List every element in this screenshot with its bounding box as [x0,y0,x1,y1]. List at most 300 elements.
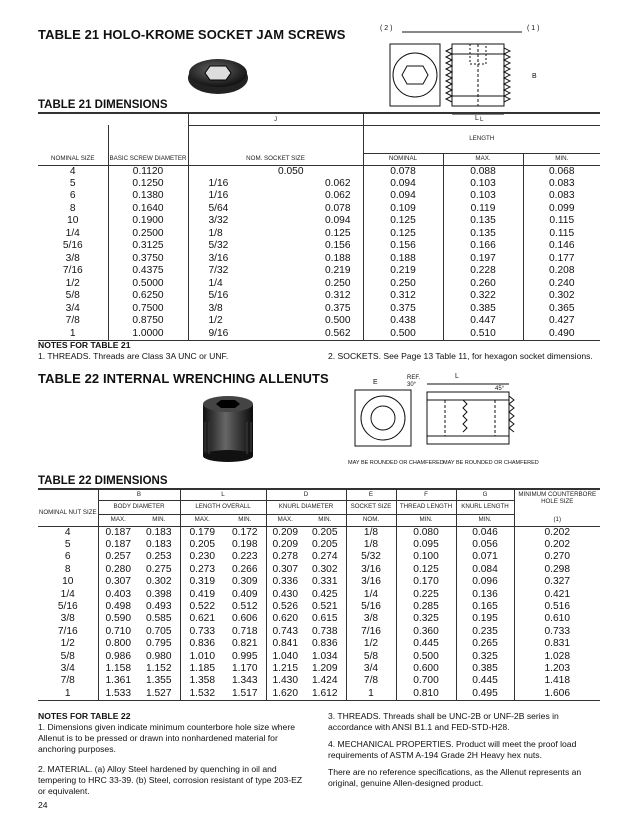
col-knurl-diameter: KNURL DIAMETER [266,500,346,514]
table21-cell: 0.447 [443,315,523,328]
table22-cell: 0.223 [232,551,258,563]
svg-text:E: E [373,379,378,386]
table22-cell: 0.615 [312,613,338,625]
table21-cell: 0.062 [325,177,351,189]
table21-cell: 0.188 [363,253,443,266]
table22-cell: 1.532 [180,688,224,701]
table22-cell: 0.836 [180,638,224,650]
table22-cell: 1.158 [98,663,138,675]
table22-cell: 0.385 [456,663,514,675]
table21-cell: 5/16 [188,290,278,303]
table21-cell: 0.1380 [108,190,188,203]
table21-cell: 0.135 [443,228,523,241]
table21-note-1: 1. THREADS. Threads are Class 3A UNC or UNF. [38,351,229,361]
table22-cell: 0.512 [232,600,258,612]
table22-notes-title: NOTES FOR TABLE 22 [38,711,131,721]
table22-cell: 0.421 [514,589,600,601]
table22-cell: 0.235 [456,626,514,638]
table21-cell: 0.240 [523,278,600,291]
table21-row [38,278,600,291]
table22-cell: 0.080 [396,526,456,539]
table21-cell: 0.156 [325,240,351,252]
table22-cell: 0.253 [146,551,172,563]
table22-cell: 0.836 [312,638,338,650]
table22-cell: 8 [64,563,71,575]
table21-row [38,178,600,191]
table22-cell: 0.610 [514,613,600,625]
svg-text:REF.: REF. [407,375,421,381]
table22-cell: 1.040 [266,651,304,663]
table22-cell: 0.198 [232,538,258,550]
table21-cell: 0.068 [523,165,600,178]
table22-cell: 0.056 [456,539,514,551]
table21-row [38,215,600,228]
table21-cell: 0.083 [523,178,600,191]
table22-cell: 0.187 [98,539,138,551]
table22-cell: 0.590 [98,613,138,625]
table22-note-5: There are no reference specifications, as the Allenut represents an original, genuine Allen-designed product. [328,767,582,788]
col-b-min: MIN. [152,516,166,524]
table22-cell: 0.309 [232,576,258,588]
table22-cell: 0.331 [312,576,338,588]
table22-cell: 1/4 [346,589,396,601]
table22-cell: 1/2 [60,638,75,650]
table21-row [38,203,600,216]
table22-cell: 5/16 [57,600,78,612]
table22-cell: 0.621 [180,613,224,625]
jam-screw-drawing [372,20,547,120]
table21-row [38,290,600,303]
table21-cell: 5/32 [188,240,278,253]
table22-cell: 7/8 [60,675,75,687]
svg-text:MAY BE ROUNDED OR CHAMFERED: MAY BE ROUNDED OR CHAMFERED [348,460,444,466]
table21-cell: 0.385 [443,303,523,316]
table22-row [38,576,600,588]
table22-cell: 0.336 [266,576,304,588]
svg-text:30°: 30° [407,382,417,388]
table22-cell: 3/4 [346,663,396,675]
table22-row [38,551,600,563]
table21-cell: 0.219 [325,265,351,277]
table22-row [38,613,600,625]
col-l-max: MAX. [443,153,523,165]
table21-cell: 0.1900 [108,215,188,228]
table21-cell: 0.2500 [108,228,188,241]
table22-cell: 0.409 [232,588,258,600]
table21-cell: 0.365 [523,303,600,316]
table22-cell: 5/8 [60,650,75,662]
table22-cell: 0.257 [98,551,138,563]
table21-cell: 0.500 [363,328,443,341]
table22-row [38,688,600,701]
table22-cell: 1.215 [266,663,304,675]
col-l-nominal: NOMINAL [363,153,443,165]
table22-cell: 1 [346,688,396,701]
table21-cell: 0.125 [363,228,443,241]
table21-cell: 7/8 [65,315,80,327]
table22-cell: 0.230 [180,551,224,563]
table22-cell: 0.522 [180,601,224,613]
table21-cell: 0.125 [363,215,443,228]
table22-cell: 0.172 [224,526,266,539]
table21-cell: 0.312 [363,290,443,303]
table22-cell: 0.280 [98,564,138,576]
table22-cell: 1.533 [98,688,138,701]
table22-cell: 1.430 [266,675,304,687]
table22-cell: 0.585 [146,613,172,625]
table21-row [38,328,600,341]
svg-text:L: L [455,373,459,380]
table22-cell: 0.183 [146,538,172,550]
table22-dims-title: TABLE 22 DIMENSIONS [38,475,168,487]
table22-cell: 0.319 [180,576,224,588]
table21-cell: 1/2 [188,315,278,328]
table22-cell: 1/4 [60,588,75,600]
table21-cell: 3/16 [188,253,278,266]
table21-row [38,303,600,316]
table22-cell: 0.136 [456,589,514,601]
table21-cell: 3/8 [188,303,278,316]
svg-text:L: L [475,115,479,122]
table22-cell: 1.010 [180,651,224,663]
table22-cell: 1.424 [312,675,338,687]
allenut-photo [197,392,259,462]
table21-row [38,315,600,328]
table21-cell: 0.5000 [108,278,188,291]
table21-cell: 1 [38,328,108,341]
table21-cell: 0.375 [363,303,443,316]
table21-cell: 3/4 [65,302,80,314]
table21-cell: 0.094 [363,190,443,203]
svg-text:( 1 ): ( 1 ) [527,25,540,32]
table22-cell: 0.195 [456,613,514,625]
table22-cell: 0.302 [312,563,338,575]
table21-cell: 0.562 [278,328,363,341]
table22-note-4: 4. MECHANICAL PROPERTIES. Product will meet the proof load requirements of ASTM A-194 Grade 2H Heavy hex nuts. [328,739,577,760]
table21-cell: 0.103 [443,178,523,191]
table22-cell: 7/8 [346,675,396,687]
table21-cell: 0.078 [363,165,443,178]
table21-cell: 0.302 [523,290,600,303]
table22-note-2: 2. MATERIAL. (a) Alloy Steel hardened by quenching in oil and tempering to HRC 33-39. (b) Steel, corrosion resistant of type 203-EZ or equivalent. [38,764,303,796]
col-b: B [98,489,180,500]
col-g: G [456,489,514,500]
table22-cell: 0.606 [232,613,258,625]
table22-cell: 0.095 [396,539,456,551]
table22-cell: 1/2 [346,638,396,650]
table22-cell: 0.205 [304,526,346,539]
table22-cell: 3/16 [346,576,396,588]
col-e: E [346,489,396,500]
table21-cell: 0.8750 [108,315,188,328]
table21 [38,112,600,341]
table21-cell: 0.1640 [108,203,188,216]
table22-row [38,601,600,613]
table21-cell: 0.062 [325,190,351,202]
table21-cell: 3/8 [65,252,80,264]
table22-cell: 1.152 [146,662,172,674]
table22-cell: 0.733 [180,626,224,638]
table21-cell: 0.103 [443,190,523,203]
col-f: F [396,489,456,500]
table22-cell: 0.995 [232,650,258,662]
table22-cell: 0.495 [456,688,514,701]
table22-cell: 0.275 [146,563,172,575]
table21-cell: 0.115 [523,215,600,228]
col-length-overall: LENGTH OVERALL [180,500,266,514]
table22-cell: 0.209 [266,526,304,539]
table22-cell: 10 [62,576,74,588]
table21-dims-title: TABLE 21 DIMENSIONS [38,99,168,111]
table21-cell: 1/4 [65,227,80,239]
table22-cell: 1 [38,688,98,701]
table22-cell: 0.831 [514,638,600,650]
col-counterbore: MINIMUM COUNTERBORE HOLE SIZE [514,489,600,514]
table21-cell: 0.088 [443,165,523,178]
table21-cell: 5/8 [65,290,80,302]
table22-cell: 0.710 [98,626,138,638]
table21-cell: 1/8 [188,228,278,241]
table21-cell: 0.322 [443,290,523,303]
table22-cell: 0.202 [514,526,600,539]
table22-cell: 1.343 [232,675,258,687]
table22-cell: 0.100 [396,551,456,563]
table21-cell: 0.156 [363,240,443,253]
table22-cell: 0.360 [396,626,456,638]
table22-cell: 1/8 [346,526,396,539]
table22-cell: 1.028 [514,651,600,663]
table22-cell: 0.273 [180,564,224,576]
table22-cell: 0.738 [312,625,338,637]
table22-cell: 0.810 [396,688,456,701]
table22-cell: 0.125 [396,564,456,576]
table22-notes-left [38,711,308,797]
table22-cell: 0.170 [396,576,456,588]
table21-cell: 0.375 [325,302,351,314]
table22-row [38,651,600,663]
table21-cell: 0.109 [363,203,443,216]
table22-row [38,589,600,601]
table21-cell: 1/2 [65,277,80,289]
table22-cell: 1.170 [232,662,258,674]
table22-cell: 0.325 [456,651,514,663]
table21-cell: 6 [69,190,76,202]
table22-cell: 0.096 [456,576,514,588]
table21-row [38,165,600,178]
col-thread-length: THREAD LENGTH [396,500,456,514]
table21-cell: 0.4375 [108,265,188,278]
table22-cell: 1.361 [98,675,138,687]
table22-cell: 1.034 [312,650,338,662]
table22-cell: 0.071 [456,551,514,563]
table21-cell: 5/16 [62,240,83,252]
col-l-max: MAX. [180,514,224,526]
table22-cell: 0.445 [396,638,456,650]
table22-cell: 0.278 [266,551,304,563]
col-l: L [180,489,266,500]
table21-cell: 0.260 [443,278,523,291]
table22-cell: 0.445 [456,675,514,687]
table22-cell: 0.821 [232,638,258,650]
table22-row [38,675,600,687]
table22-cell: 0.205 [180,539,224,551]
table22-cell: 5/16 [346,601,396,613]
svg-text:MAY BE ROUNDED OR CHAMFERED: MAY BE ROUNDED OR CHAMFERED [443,460,539,466]
table22-cell: 0.302 [146,576,172,588]
table21-cell: 0.119 [443,203,523,216]
table22-cell: 1.209 [312,662,338,674]
table21-cell: 0.250 [325,277,351,289]
table21-cell: 0.050 [278,165,363,178]
table22-cell: 0.285 [396,601,456,613]
table21-notes-title: NOTES FOR TABLE 21 [38,340,131,350]
col-d-max: MAX. [266,514,304,526]
table22-cell: 0.187 [98,526,138,539]
table21-cell: 0.1250 [108,178,188,191]
table21-cell: 0.166 [443,240,523,253]
table21-cell: 0.228 [443,265,523,278]
col-knurl-length: KNURL LENGTH [456,500,514,514]
table22-cell: 0.046 [456,526,514,539]
table21-cell: 0.188 [325,252,351,264]
table22-cell: 3/8 [346,613,396,625]
table22-cell: 0.700 [396,675,456,687]
table22-cell: 0.419 [180,589,224,601]
table22-notes-right [328,711,600,789]
col-l: L [363,113,600,125]
table22-row [38,663,600,675]
table21-cell: 7/32 [188,265,278,278]
table21-cell: 0.125 [325,227,351,239]
col-nominal-size: NOMINAL SIZE [51,155,95,163]
table21-row [38,265,600,278]
table21-row [38,190,600,203]
table22-cell: 0.179 [180,526,224,539]
col-b-max: MAX. [98,514,138,526]
table22-cell: 0.325 [396,613,456,625]
col-socket-size: SOCKET SIZE [346,500,396,514]
table22-cell: 0.205 [312,538,338,550]
svg-text:( 2 ): ( 2 ) [380,25,393,32]
table21-cell: 0.510 [443,328,523,341]
table21-cell: 0.146 [523,240,600,253]
table21-cell: 5/64 [188,203,278,216]
table21-cell: 0.177 [523,253,600,266]
table21-cell: 4 [38,165,108,178]
table22-cell: 7/16 [346,626,396,638]
table22-cell: 0.493 [146,600,172,612]
table22-cell: 1.606 [514,688,600,701]
table22-cell: 1.185 [180,663,224,675]
col-f-min: MIN. [396,514,456,526]
allenut-drawing [345,370,539,470]
table21-cell: 0.438 [363,315,443,328]
table21-cell: 8 [69,202,76,214]
table22-cell: 6 [64,551,71,563]
table22-cell: 0.743 [266,626,304,638]
table22-cell: 0.398 [146,588,172,600]
table22-cell: 0.498 [98,601,138,613]
table21-cell: 9/16 [188,328,278,341]
col-d-min: MIN. [318,516,332,524]
col-body-diameter: BODY DIAMETER [98,500,180,514]
col-l-min: MIN. [523,153,600,165]
table22-cell: 1.612 [304,688,346,701]
col-basic-screw-diameter: BASIC SCREW DIAMETER [108,125,188,165]
table21-cell: 0.197 [443,253,523,266]
table22-cell: 1/8 [346,539,396,551]
table21-row [38,228,600,241]
table22-cell: 0.526 [266,601,304,613]
table22-cell: 1.203 [514,663,600,675]
table21-cell: 0.500 [325,315,351,327]
table22-cell: 0.800 [98,638,138,650]
table22-cell: 3/4 [60,662,75,674]
table22-cell: 0.516 [514,601,600,613]
table22-cell: 3/16 [346,564,396,576]
table22-cell: 0.307 [98,576,138,588]
table21-cell: 0.3125 [108,240,188,253]
table21-cell: 0.7500 [108,303,188,316]
table21-notes [38,340,228,362]
col-d: D [266,489,346,500]
table22-cell: 1.355 [146,675,172,687]
table22-cell: 0.425 [312,588,338,600]
table22-cell: 7/16 [57,625,78,637]
table21-cell: 0.219 [363,265,443,278]
table22-cell: 4 [38,526,98,539]
table21-title: TABLE 21 HOLO-KROME SOCKET JAM SCREWS [38,27,346,42]
table22-row [38,526,600,539]
table22-cell: 1.620 [266,688,304,701]
col-nom-socket-size: NOM. SOCKET SIZE [188,125,363,165]
table22-cell: 0.298 [514,564,600,576]
table22-note-1: 1. Dimensions given indicate minimum counterbore hole size where Allenut is to be pressed or drawn into nonhardened material for anchoring purposes. [38,722,295,754]
table22-cell: 0.521 [312,600,338,612]
table21-cell: 1/16 [188,190,278,203]
table21-cell: 3/32 [188,215,278,228]
table22-row [38,638,600,650]
table22-cell: 5/8 [346,651,396,663]
table21-cell: 7/16 [62,265,83,277]
table22-cell: 0.266 [232,563,258,575]
table22-cell: 0.600 [396,663,456,675]
table21-note-2: 2. SOCKETS. See Page 13 Table 11, for hexagon socket dimensions. [328,351,593,361]
table22-cell: 0.403 [98,589,138,601]
table21-row [38,253,600,266]
table22-note-3: 3. THREADS. Threads shall be UNC-2B or UNF-2B series in accordance with ANSI B1.1 and FED-STD-H28. [328,711,559,732]
svg-text:B: B [532,73,537,80]
col-length: LENGTH [363,125,600,153]
col-e-nom: NOM. [346,514,396,526]
table21-cell [188,165,278,178]
table22-cell: 0.430 [266,589,304,601]
table21-cell: 0.094 [363,178,443,191]
table22-cell: 0.270 [514,551,600,563]
table22-cell: 0.307 [266,564,304,576]
table22-cell: 1.517 [224,688,266,701]
table22-cell: 0.327 [514,576,600,588]
table21-cell: 1/16 [188,178,278,191]
table22-cell: 0.202 [514,539,600,551]
table21-cell: 0.078 [325,202,351,214]
table21-cell: 0.490 [523,328,600,341]
col-counterbore-note: (1) [514,514,600,526]
table22-cell: 0.084 [456,564,514,576]
table21-cell: 0.115 [523,228,600,241]
table21-cell: 0.427 [523,315,600,328]
table21-cell: 1.0000 [108,328,188,341]
